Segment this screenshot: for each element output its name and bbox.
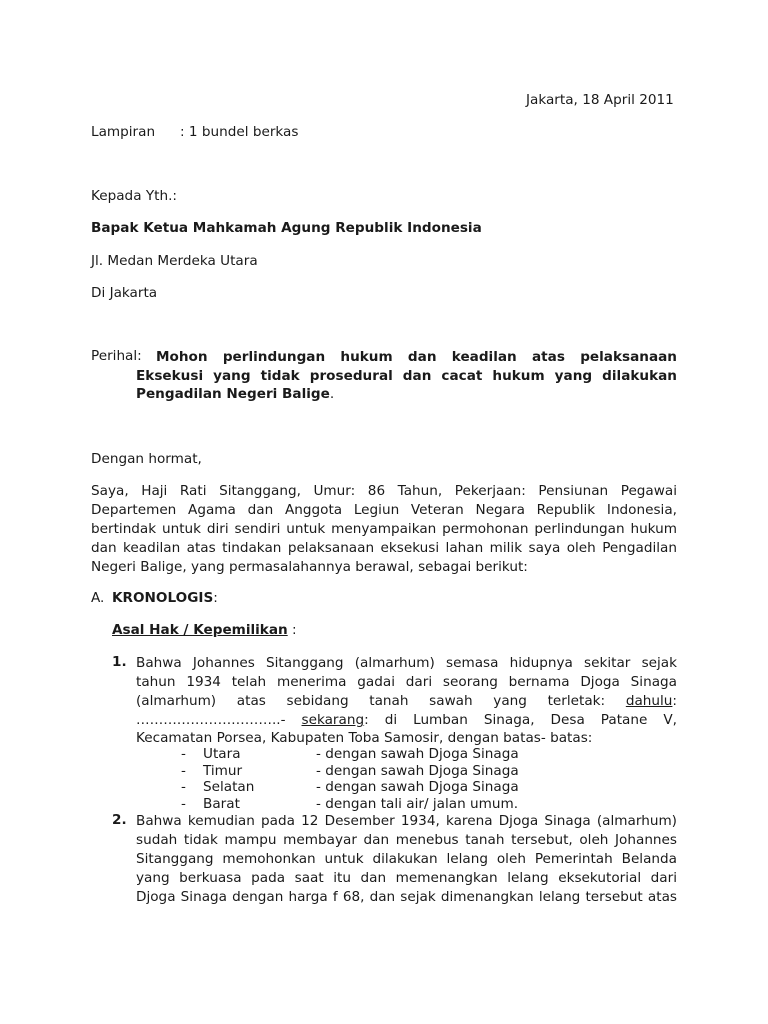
perihal-text-2: Eksekusi yang tidak prosedural dan cacat hukum yang dilakukan xyxy=(136,368,677,384)
boundary-direction: Selatan xyxy=(203,779,255,795)
perihal-text-3: Pengadilan Negeri Balige. xyxy=(136,386,335,402)
item-1-line: Bahwa Johannes Sitanggang (almarhum) semasa hidupnya sekitar sejak xyxy=(136,655,677,671)
lampiran-label: Lampiran xyxy=(91,124,156,140)
item-2-line: Sitanggang memohonkan untuk dilakukan lelang oleh Pemerintah Belanda xyxy=(136,851,677,867)
boundary-dash: - xyxy=(181,779,186,795)
recipient-city: Di Jakarta xyxy=(91,285,158,301)
item-1-line-3: (almarhum) atas sebidang tanah sawah yang terletak: dahulu: xyxy=(136,693,678,709)
recipient-name: Bapak Ketua Mahkamah Agung Republik Indonesia xyxy=(91,220,482,236)
intro-line: Departemen Agama dan Anggota Legiun Veteran Negara Republik Indonesia, xyxy=(91,502,677,518)
item-2-line: Bahwa kemudian pada 12 Desember 1934, karena Djoga Sinaga (almarhum) xyxy=(136,813,677,829)
salutation: Dengan hormat, xyxy=(91,451,202,467)
item-1-line-4: …………………………..- sekarang: di Lumban Sinaga, Desa Patane V, xyxy=(136,712,677,728)
item-2-line: sudah tidak mampu membayar dan menebus tanah tersebut, oleh Johannes xyxy=(136,832,677,848)
boundary-direction: Utara xyxy=(203,746,241,762)
boundary-direction: Timur xyxy=(203,763,243,779)
subheading: Asal Hak / Kepemilikan : xyxy=(112,622,297,638)
item-1-text xyxy=(136,654,677,730)
intro-line: bertindak untuk diri sendiri untuk menyampaikan permohonan perlindungan hukum xyxy=(91,521,677,537)
section-a-letter: A. xyxy=(91,590,105,606)
item-2-text xyxy=(136,812,677,907)
perihal-label: Perihal: xyxy=(91,348,142,364)
item-1-line: tahun 1934 telah menerima gadai dari seorang bernama Djoga Sinaga xyxy=(136,674,677,690)
item-1-last-line: Kecamatan Porsea, Kabupaten Toba Samosir, dengan batas- batas: xyxy=(136,730,593,746)
boundary-dash: - xyxy=(181,763,186,779)
item-1-number: 1. xyxy=(112,654,127,670)
intro-line: Saya, Haji Rati Sitanggang, Umur: 86 Tahun, Pekerjaan: Pensiunan Pegawai xyxy=(91,483,677,499)
intro-paragraph xyxy=(91,482,677,577)
item-2-number: 2. xyxy=(112,812,127,828)
recipient-greeting: Kepada Yth.: xyxy=(91,188,177,204)
section-a-title: KRONOLOGIS: xyxy=(112,590,218,606)
recipient-address: Jl. Medan Merdeka Utara xyxy=(91,253,258,269)
intro-line: dan keadilan atas tindakan pelaksanaan eksekusi lahan milik saya oleh Pengadilan xyxy=(91,540,677,556)
boundary-description: - dengan sawah Djoga Sinaga xyxy=(316,763,519,779)
boundary-dash: - xyxy=(181,796,186,812)
place-date: Jakarta, 18 April 2011 xyxy=(526,92,674,108)
boundary-description: - dengan sawah Djoga Sinaga xyxy=(316,779,519,795)
item-2-line: Djoga Sinaga dengan harga f 68, dan sejak dimenangkan lelang tersebut atas xyxy=(136,889,677,905)
boundary-description: - dengan tali air/ jalan umum. xyxy=(316,796,519,812)
boundary-direction: Barat xyxy=(203,796,240,812)
perihal-text: Mohon perlindungan hukum dan keadilan atas pelaksanaan xyxy=(156,349,677,365)
boundary-description: - dengan sawah Djoga Sinaga xyxy=(316,746,519,762)
item-2-line: yang berkuasa pada saat itu dan memenangkan lelang eksekutorial dari xyxy=(136,870,677,886)
boundary-dash: - xyxy=(181,746,186,762)
lampiran-value: : 1 bundel berkas xyxy=(180,124,299,140)
intro-line: Negeri Balige, yang permasalahannya berawal, sebagai berikut: xyxy=(91,559,528,575)
